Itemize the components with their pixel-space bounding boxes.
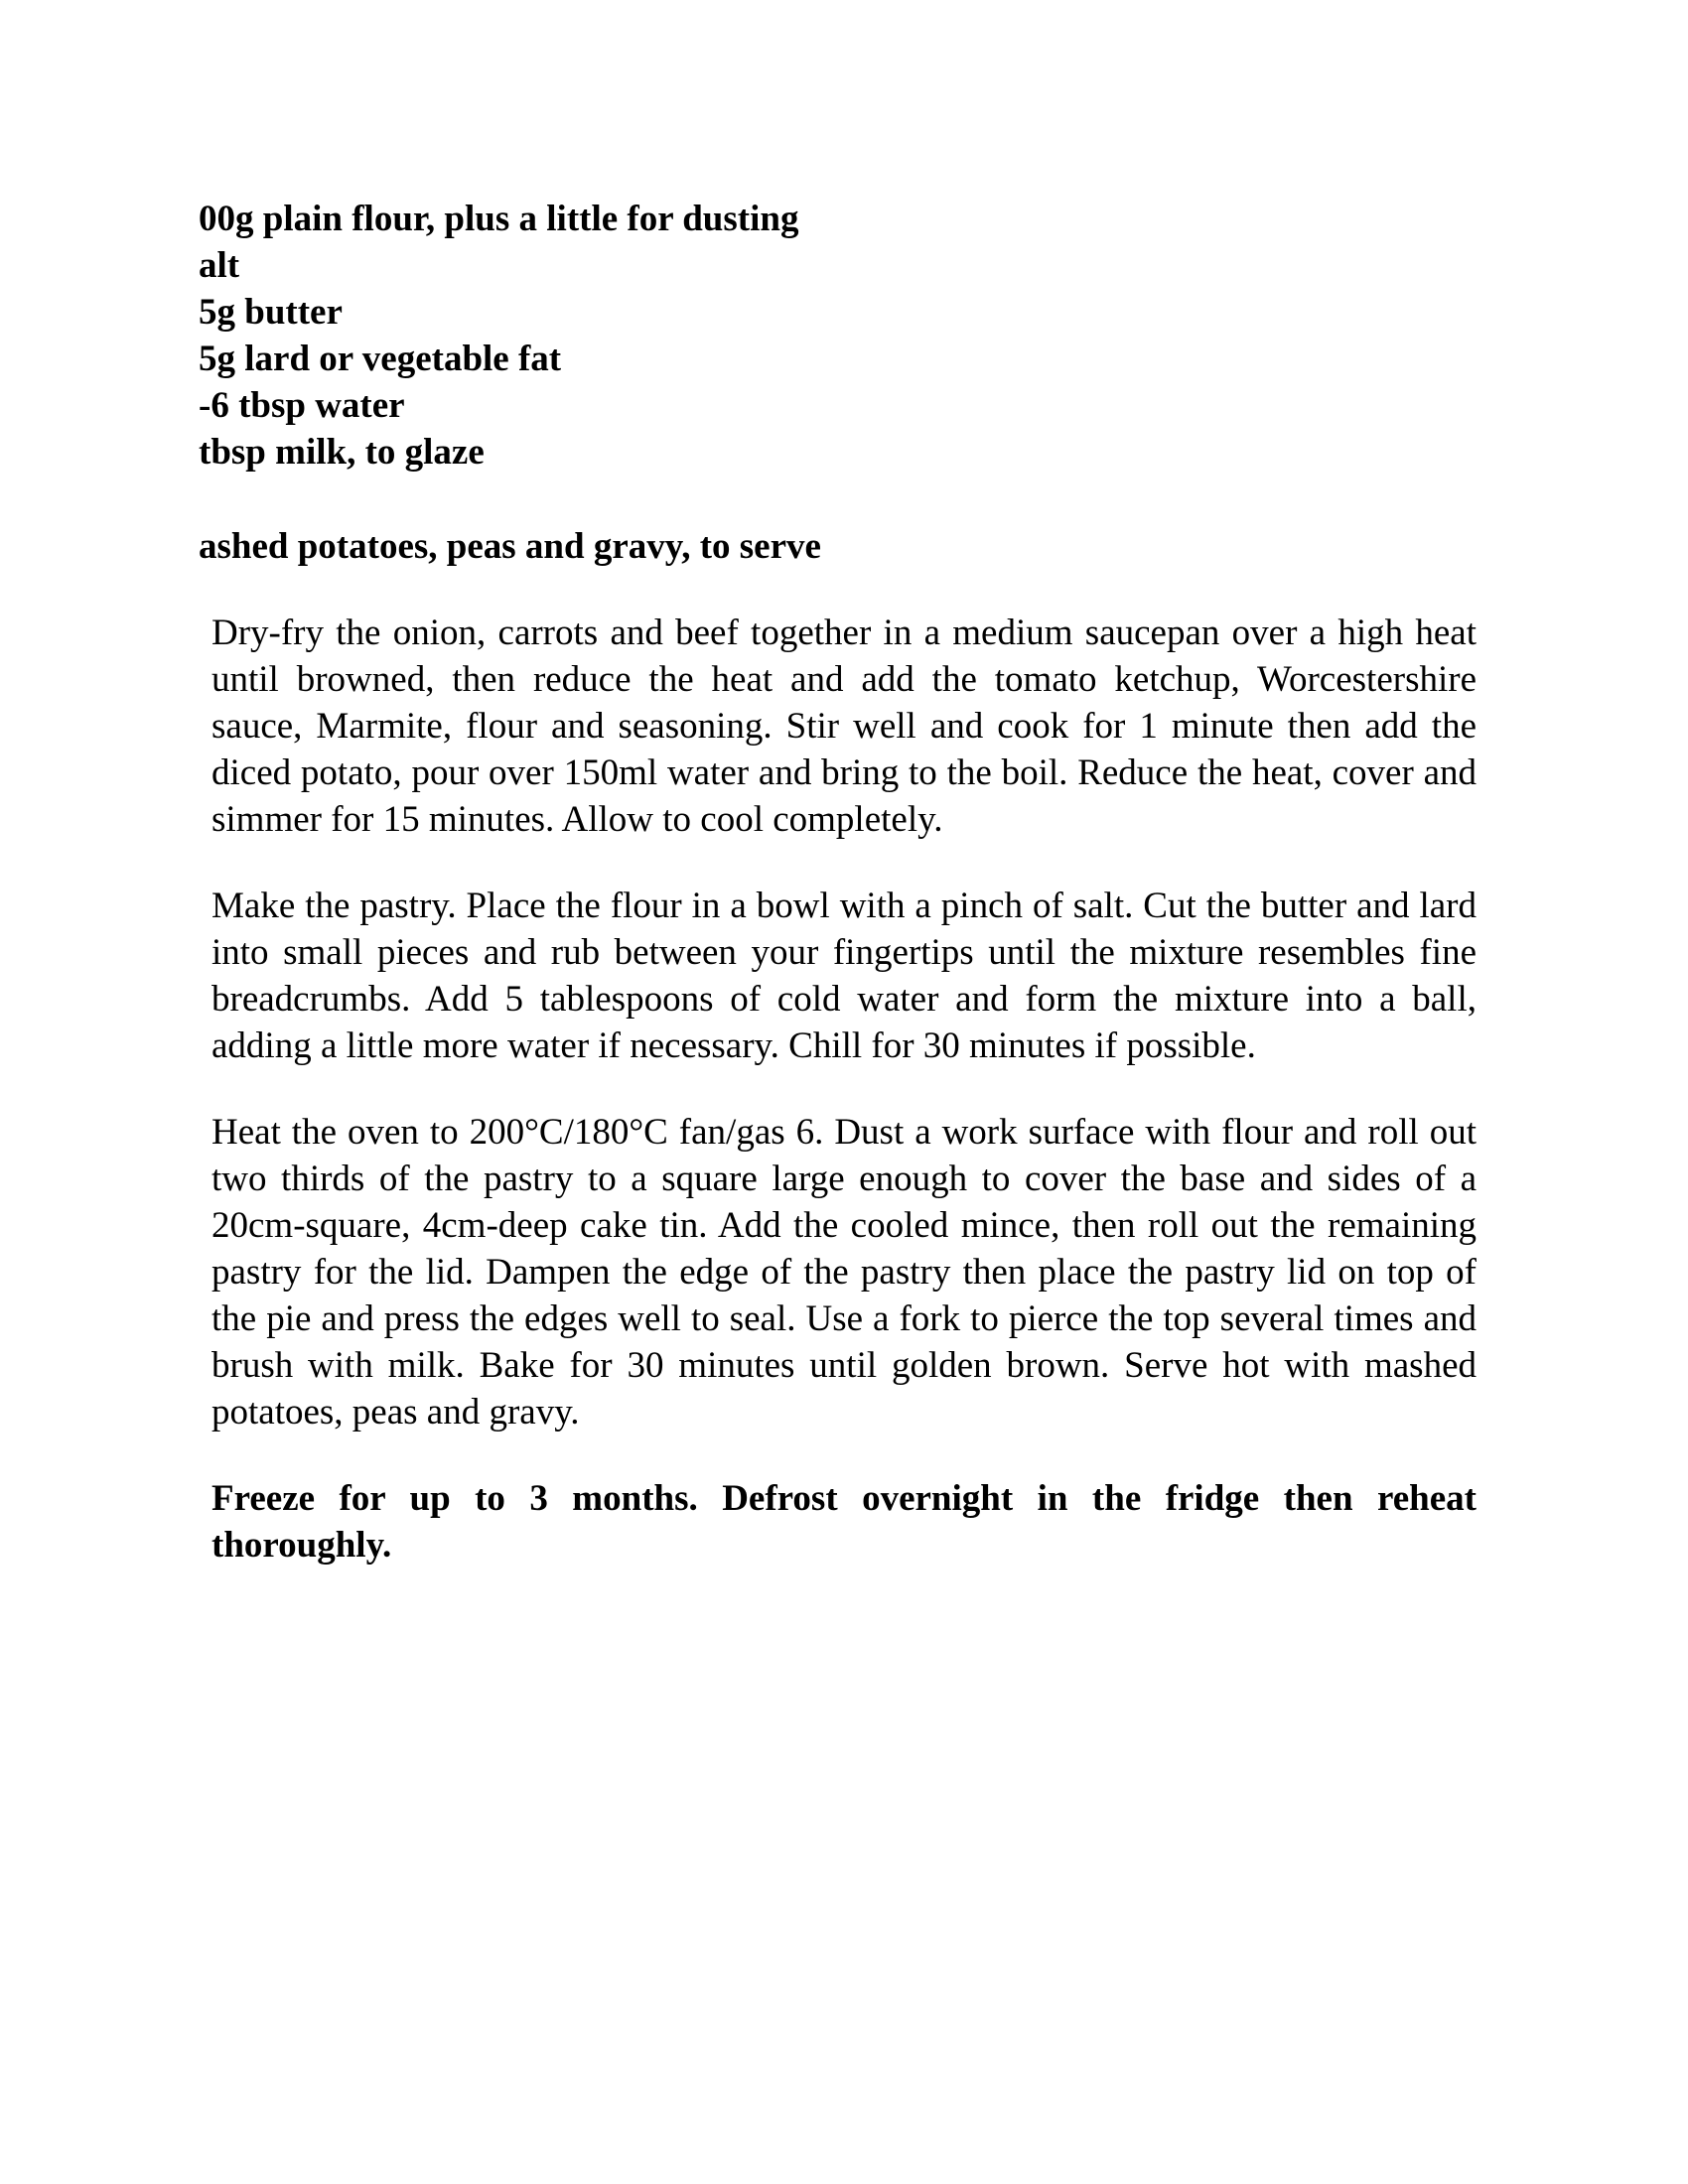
ingredient-item: alt: [199, 245, 240, 286]
ingredient-item: -6 tbsp water: [199, 385, 405, 426]
ingredient-item: 00g plain flour, plus a little for dusting: [199, 199, 799, 239]
method-step-3: Heat the oven to 200°C/180°C fan/gas 6. Dust a work surface with flour and roll out two thirds of the pastry to a square large enough to cover the base and sides of a 20cm-square, 4cm-deep cake tin. Add the cooled mince, then roll out the remaining pastry for the lid. Dampen the edge of the pastry then place the pastry lid on top of the pie and press the edges well to seal. Use a fork to pierce the top several times and brush with milk. Bake for 30 minutes until golden brown. Serve hot with mashed potatoes, peas and gravy.: [211, 1112, 1477, 1433]
ingredient-item: tbsp milk, to glaze: [199, 432, 485, 473]
method-step-2: Make the pastry. Place the flour in a bowl with a pinch of salt. Cut the butter and lard into small pieces and rub between your fingertips until the mixture resembles fine breadcrumbs. Add 5 tablespoons of cold water and form the mixture into a ball, adding a little more water if necessary. Chill for 30 minutes if possible.: [211, 886, 1477, 1066]
method-step-1: Dry-fry the onion, carrots and beef together in a medium saucepan over a high heat until browned, then reduce the heat and add the tomato ketchup, Worcestershire sauce, Marmite, flour and seasoning. Stir well and cook for 1 minute then add the diced potato, pour over 150ml water and bring to the boil. Reduce the heat, cover and simmer for 15 minutes. Allow to cool completely.: [211, 613, 1477, 840]
serve-suggestion: ashed potatoes, peas and gravy, to serve: [199, 526, 821, 567]
ingredient-item: 5g lard or vegetable fat: [199, 339, 562, 379]
ingredient-item: 5g butter: [199, 292, 343, 333]
ingredient-list: [199, 196, 1192, 476]
method-steps: [211, 610, 1477, 1608]
freeze-note: Freeze for up to 3 months. Defrost overnight in the fridge then reheat thoroughly.: [211, 1478, 1477, 1566]
